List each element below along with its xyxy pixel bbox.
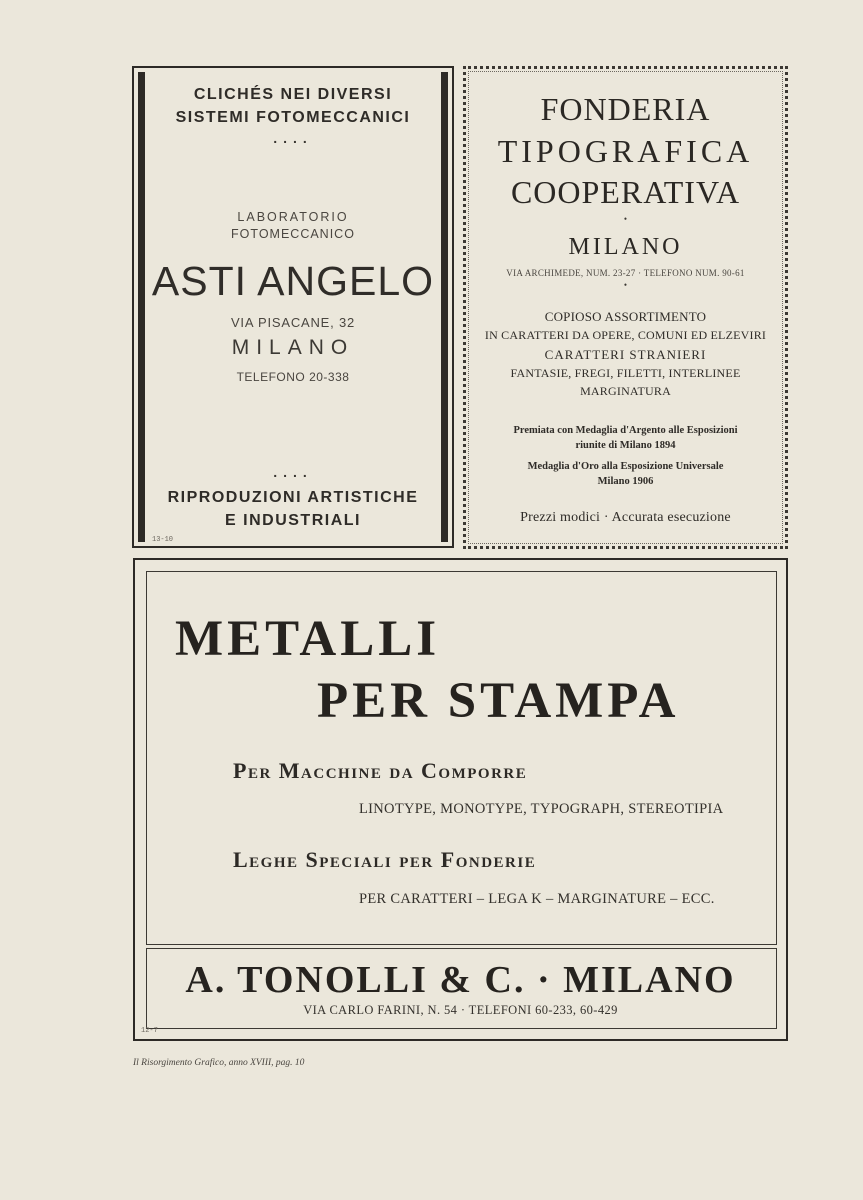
- body-line-1: COPIOSO ASSORTIMENTO: [544, 309, 707, 324]
- firm-address: VIA CARLO FARINI, N. 54 · TELEFONI 60-233, 60-429: [303, 1003, 618, 1017]
- body-line-4: FANTASIE, FREGI, FILETTI, INTERLINEE: [510, 366, 741, 380]
- page-caption: Il Risorgimento Grafico, anno XVIII, pag. 10: [133, 1058, 305, 1068]
- advertisement-asti-angelo: [132, 66, 454, 548]
- bullet-1: •: [623, 214, 628, 224]
- advertisement-fonderia: [463, 66, 788, 549]
- body-line-2: IN CARATTERI DA OPERE, COMUNI ED ELZEVIRI: [484, 328, 767, 342]
- advertisement-metalli-per-stampa: [133, 558, 788, 1041]
- section-1-text: LINOTYPE, MONOTYPE, TYPOGRAPH, STEREOTIPIA: [359, 801, 724, 817]
- bullet-2: •: [623, 280, 628, 290]
- section-2-text: PER CARATTERI – LEGA K – MARGINATURE – ECC.: [359, 891, 715, 907]
- city: MILANO: [568, 234, 683, 260]
- body-line-5: MARGINATURA: [580, 384, 671, 398]
- slogan: Prezzi modici · Accurata esecuzione: [520, 510, 731, 525]
- phone: TELEFONO 20-338: [236, 370, 350, 384]
- company-name: ASTI ANGELO: [151, 258, 435, 304]
- award-1-line-1: Premiata con Medaglia d'Argento alle Esposizioni: [513, 425, 738, 436]
- city: MILANO: [231, 336, 355, 359]
- heading-line-1: CLICHÉS NEI DIVERSI: [193, 86, 393, 103]
- ad-code: 13-10: [152, 536, 174, 544]
- title-line-3: COOPERATIVA: [510, 174, 741, 210]
- title-line-1: FONDERIA: [540, 91, 711, 127]
- title-line-2: PER STAMPA: [317, 673, 680, 729]
- section-1-heading: Per Macchine da Comporre: [233, 758, 528, 783]
- award-2-line-1: Medaglia d'Oro alla Esposizione Universale: [527, 461, 724, 472]
- lab-line-2: FOTOMECCANICO: [231, 227, 355, 241]
- award-2-line-2: Milano 1906: [597, 476, 654, 487]
- lab-line-1: LABORATORIO: [237, 210, 349, 224]
- award-1-line-2: riunite di Milano 1894: [575, 440, 676, 451]
- title-line-2: TIPOGRAFICA: [497, 133, 754, 169]
- dots-separator-top: ....: [273, 130, 313, 146]
- section-2-heading: Leghe Speciali per Fonderie: [233, 847, 537, 872]
- title-line-1: METALLI: [175, 611, 441, 667]
- address: VIA ARCHIMEDE, NUM. 23-27 · TELEFONO NUM. 90-61: [506, 268, 745, 278]
- body-line-3: CARATTERI STRANIERI: [544, 347, 707, 362]
- firm-name: A. TONOLLI & C. · MILANO: [185, 959, 736, 1001]
- footer-line-1: RIPRODUZIONI ARTISTICHE: [167, 489, 419, 506]
- heading-line-2: SISTEMI FOTOMECCANICI: [175, 109, 411, 126]
- dots-separator-bottom: ....: [273, 464, 313, 480]
- ad-code: 12-7: [141, 1027, 158, 1035]
- street-address: VIA PISACANE, 32: [230, 315, 356, 330]
- footer-line-2: E INDUSTRIALI: [225, 512, 361, 529]
